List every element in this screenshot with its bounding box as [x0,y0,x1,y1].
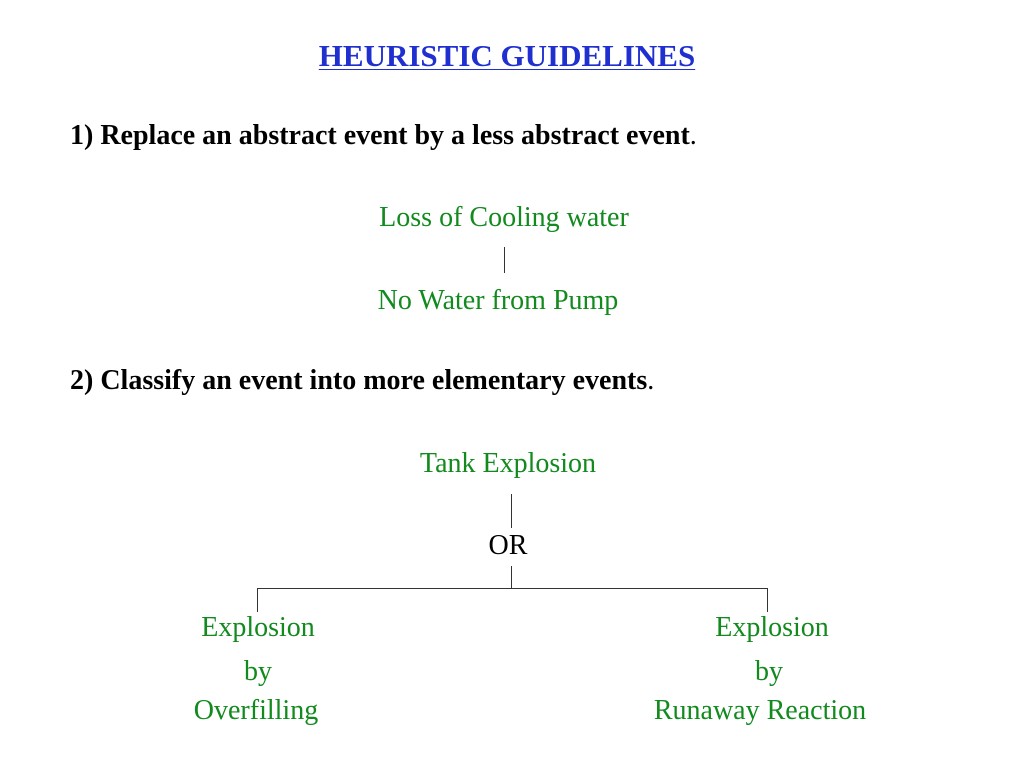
event-overfilling: Overfilling [193,695,319,726]
connector-tank-to-gate [511,494,512,528]
connector-cooling-to-pump [504,247,505,273]
event-by-right: by [755,656,783,687]
event-runaway-reaction: Runaway Reaction [653,695,867,726]
or-gate-label: OR [488,530,528,561]
connector-gate-to-branch [511,566,512,589]
event-by-left: by [244,656,272,687]
guideline-2-period: . [647,365,655,396]
event-no-water-from-pump: No Water from Pump [377,285,619,316]
branch-horizontal-line [257,588,768,589]
event-loss-of-cooling-water: Loss of Cooling water [379,202,629,233]
guideline-1-period: . [689,120,697,151]
event-explosion-left: Explosion [201,612,315,643]
guideline-1-heading-text: 1) Replace an abstract event by a less abstract event [70,120,690,151]
event-explosion-right: Explosion [715,612,829,643]
guideline-2-heading [70,365,654,397]
event-tank-explosion: Tank Explosion [419,448,597,479]
guideline-1-heading [70,120,697,152]
guideline-2-heading-text: 2) Classify an event into more elementary events [70,365,648,396]
slide-title: HEURISTIC GUIDELINES [318,38,696,73]
